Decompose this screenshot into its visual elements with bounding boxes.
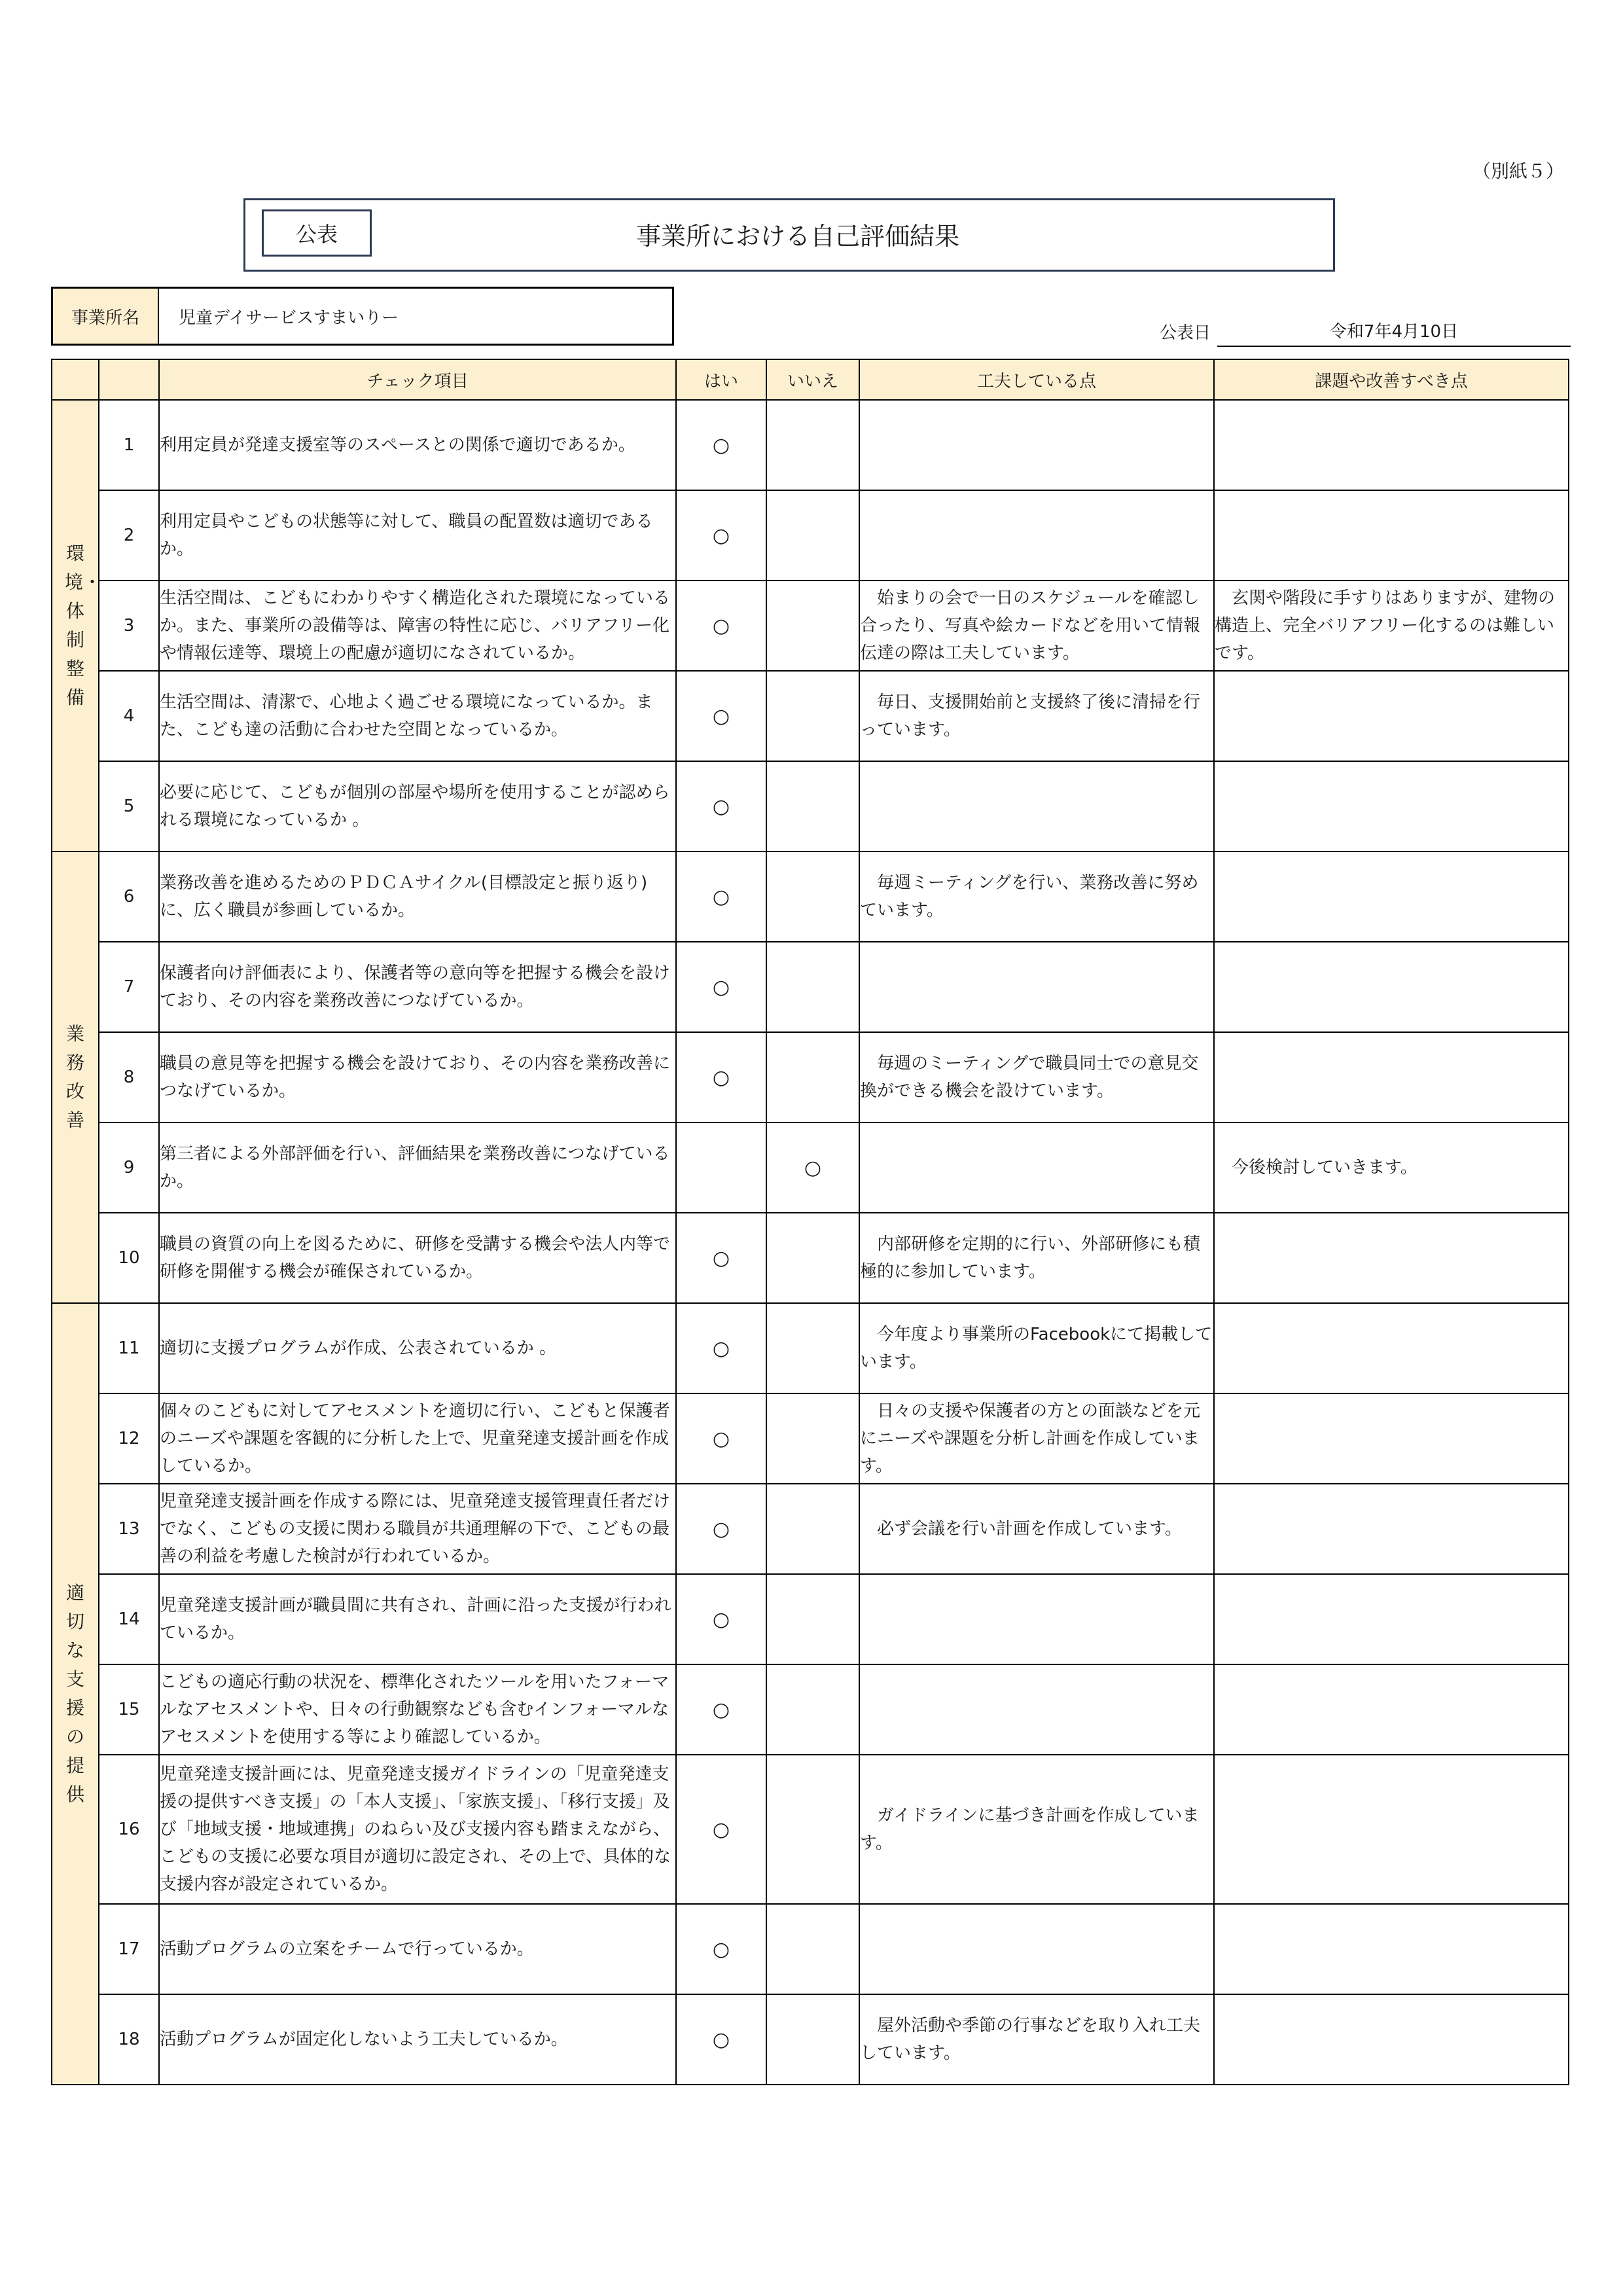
good-point	[859, 400, 1214, 490]
yes-mark: ○	[676, 1574, 766, 1664]
issue-point	[1214, 1574, 1569, 1664]
table-body	[52, 400, 1569, 2085]
yes-mark: ○	[676, 852, 766, 942]
no-mark	[766, 671, 859, 761]
check-item: 生活空間は、清潔で、心地よく過ごせる環境になっているか。また、こども達の活動に合わせた空間となっているか。	[159, 671, 676, 761]
yes-mark: ○	[676, 1213, 766, 1303]
good-point	[859, 942, 1214, 1032]
good-point: 日々の支援や保護者の方との面談などを元にニーズや課題を分析し計画を作成しています。	[859, 1393, 1214, 1484]
check-item: 活動プログラムが固定化しないよう工夫しているか。	[159, 1994, 676, 2085]
good-point	[859, 1122, 1214, 1213]
good-point: 今年度より事業所のFacebookにて掲載しています。	[859, 1303, 1214, 1393]
table-row	[52, 761, 1569, 852]
good-point: 毎週のミーティングで職員同士での意見交換ができる機会を設けています。	[859, 1032, 1214, 1122]
no-mark	[766, 1303, 859, 1393]
item-number: 2	[99, 490, 159, 581]
office-name: 児童デイサービスすまいりー	[179, 308, 399, 328]
no-mark	[766, 581, 859, 671]
check-item: 職員の意見等を把握する機会を設けており、その内容を業務改善につなげているか。	[159, 1032, 676, 1122]
page-title: 事業所における自己評価結果	[636, 222, 960, 251]
check-item: 利用定員が発達支援室等のスペースとの関係で適切であるか。	[159, 400, 676, 490]
table-row	[52, 1574, 1569, 1664]
yes-mark	[676, 1122, 766, 1213]
header-number	[99, 359, 159, 400]
table-row	[52, 1393, 1569, 1484]
category-label: 業務改善	[65, 1023, 84, 1131]
no-mark	[766, 852, 859, 942]
yes-mark: ○	[676, 400, 766, 490]
table-row	[52, 490, 1569, 581]
header-no: いいえ	[766, 359, 859, 400]
check-item: 保護者向け評価表により、保護者等の意向等を把握する機会を設けており、その内容を業務改善につなげているか。	[159, 942, 676, 1032]
yes-mark: ○	[676, 761, 766, 852]
yes-mark: ○	[676, 1664, 766, 1755]
table-row	[52, 1755, 1569, 1904]
table-row	[52, 1664, 1569, 1755]
check-item: 利用定員やこどもの状態等に対して、職員の配置数は適切であるか。	[159, 490, 676, 581]
header-category	[52, 359, 99, 400]
check-item: 業務改善を進めるためのＰＤＣＡサイクル(目標設定と振り返り)に、広く職員が参画しているか。	[159, 852, 676, 942]
no-mark	[766, 942, 859, 1032]
issue-point	[1214, 1032, 1569, 1122]
check-item: 児童発達支援計画を作成する際には、児童発達支援管理責任者だけでなく、こどもの支援に関わる職員が共通理解の下で、こどもの最善の利益を考慮した検討が行われているか。	[159, 1484, 676, 1574]
no-mark	[766, 1664, 859, 1755]
item-number: 3	[99, 581, 159, 671]
issue-point	[1214, 1484, 1569, 1574]
yes-mark: ○	[676, 1484, 766, 1574]
issue-point	[1214, 400, 1569, 490]
good-point	[859, 761, 1214, 852]
issue-point	[1214, 852, 1569, 942]
no-mark	[766, 1393, 859, 1484]
item-number: 8	[99, 1032, 159, 1122]
issue-point	[1214, 490, 1569, 581]
header-yes: はい	[676, 359, 766, 400]
good-point	[859, 1904, 1214, 1994]
yes-mark: ○	[676, 942, 766, 1032]
yes-mark: ○	[676, 581, 766, 671]
table-row	[52, 1303, 1569, 1393]
category-cell	[52, 852, 99, 1303]
publish-date-label: 公表日	[1160, 323, 1211, 343]
table-row	[52, 942, 1569, 1032]
good-point	[859, 1574, 1214, 1664]
issue-point	[1214, 761, 1569, 852]
good-point: 始まりの会で一日のスケジュールを確認し合ったり、写真や絵カードなどを用いて情報伝達の際は工夫しています。	[859, 581, 1214, 671]
issue-point	[1214, 1755, 1569, 1904]
issue-point: 今後検討していきます。	[1214, 1122, 1569, 1213]
yes-mark: ○	[676, 1393, 766, 1484]
table-row	[52, 400, 1569, 490]
item-number: 17	[99, 1904, 159, 1994]
good-point: 屋外活動や季節の行事などを取り入れ工夫しています。	[859, 1994, 1214, 2085]
yes-mark: ○	[676, 671, 766, 761]
table-row	[52, 1213, 1569, 1303]
issue-point	[1214, 1904, 1569, 1994]
table-row	[52, 1484, 1569, 1574]
office-box	[51, 287, 674, 346]
table-row	[52, 581, 1569, 671]
item-number: 7	[99, 942, 159, 1032]
good-point: 内部研修を定期的に行い、外部研修にも積極的に参加しています。	[859, 1213, 1214, 1303]
check-item: こどもの適応行動の状況を、標準化されたツールを用いたフォーマルなアセスメントや、日々の行動観察なども含むインフォーマルなアセスメントを使用する等により確認しているか。	[159, 1664, 676, 1755]
good-point: ガイドラインに基づき計画を作成しています。	[859, 1755, 1214, 1904]
yes-mark: ○	[676, 1904, 766, 1994]
good-point: 必ず会議を行い計画を作成しています。	[859, 1484, 1214, 1574]
category-label: 適切な支援の提供	[65, 1582, 84, 1805]
table-row	[52, 1032, 1569, 1122]
table-row	[52, 1904, 1569, 1994]
item-number: 11	[99, 1303, 159, 1393]
item-number: 13	[99, 1484, 159, 1574]
category-cell	[52, 400, 102, 852]
header-check-item: チェック項目	[159, 359, 676, 400]
check-item: 活動プログラムの立案をチームで行っているか。	[159, 1904, 676, 1994]
good-point	[859, 1664, 1214, 1755]
yes-mark: ○	[676, 1755, 766, 1904]
yes-mark: ○	[676, 1994, 766, 2085]
item-number: 12	[99, 1393, 159, 1484]
issue-point	[1214, 1664, 1569, 1755]
issue-point	[1214, 1213, 1569, 1303]
check-item: 児童発達支援計画には、児童発達支援ガイドラインの「児童発達支援の提供すべき支援」の「本人支援」、「家族支援」、「移行支援」及び「地域支援・地域連携」のねらい及び支援内容も踏まえながら、こどもの支援に必要な項目が適切に設定され、その上で、具体的な支援内容が設定されているか。	[159, 1755, 676, 1904]
check-item: 職員の資質の向上を図るために、研修を受講する機会や法人内等で研修を開催する機会が確保されているか。	[159, 1213, 676, 1303]
issue-point	[1214, 671, 1569, 761]
check-item: 必要に応じて、こどもが個別の部屋や場所を使用することが認められる環境になっているか 。	[159, 761, 676, 852]
item-number: 16	[99, 1755, 159, 1904]
item-number: 14	[99, 1574, 159, 1664]
check-item: 個々のこどもに対してアセスメントを適切に行い、こどもと保護者のニーズや課題を客観的に分析した上で、児童発達支援計画を作成しているか。	[159, 1393, 676, 1484]
no-mark	[766, 490, 859, 581]
no-mark	[766, 761, 859, 852]
no-mark: ○	[766, 1122, 859, 1213]
header-row	[52, 359, 1569, 400]
item-number: 5	[99, 761, 159, 852]
no-mark	[766, 1484, 859, 1574]
table-row	[52, 1122, 1569, 1213]
no-mark	[766, 1574, 859, 1664]
yes-mark: ○	[676, 1032, 766, 1122]
item-number: 1	[99, 400, 159, 490]
issue-point	[1214, 942, 1569, 1032]
category-label: 環境・体制整備	[65, 543, 102, 708]
item-number: 9	[99, 1122, 159, 1213]
table-row	[52, 671, 1569, 761]
issue-point	[1214, 1303, 1569, 1393]
yes-mark: ○	[676, 490, 766, 581]
good-point: 毎週ミーティングを行い、業務改善に努めています。	[859, 852, 1214, 942]
table-row	[52, 852, 1569, 942]
good-point	[859, 490, 1214, 581]
office-label: 事業所名	[53, 289, 159, 344]
attachment-label: （別紙５）	[1472, 160, 1565, 182]
item-number: 18	[99, 1994, 159, 2085]
header-good-points: 工夫している点	[859, 359, 1214, 400]
publish-date: 令和7年4月10日	[1217, 314, 1571, 347]
yes-mark: ○	[676, 1303, 766, 1393]
issue-point	[1214, 1994, 1569, 2085]
no-mark	[766, 1994, 859, 2085]
check-item: 適切に支援プログラムが作成、公表されているか 。	[159, 1303, 676, 1393]
title-badge: 公表	[262, 209, 372, 257]
item-number: 6	[99, 852, 159, 942]
header-issues: 課題や改善すべき点	[1214, 359, 1569, 400]
issue-point: 玄関や階段に手すりはありますが、建物の構造上、完全バリアフリー化するのは難しいです。	[1214, 581, 1569, 671]
check-item: 第三者による外部評価を行い、評価結果を業務改善につなげているか。	[159, 1122, 676, 1213]
no-mark	[766, 1755, 859, 1904]
good-point: 毎日、支援開始前と支援終了後に清掃を行っています。	[859, 671, 1214, 761]
no-mark	[766, 1213, 859, 1303]
no-mark	[766, 400, 859, 490]
no-mark	[766, 1032, 859, 1122]
item-number: 15	[99, 1664, 159, 1755]
check-item: 生活空間は、こどもにわかりやすく構造化された環境になっているか。また、事業所の設備等は、障害の特性に応じ、バリアフリー化や情報伝達等、環境上の配慮が適切になされているか。	[159, 581, 676, 671]
item-number: 10	[99, 1213, 159, 1303]
table-row	[52, 1994, 1569, 2085]
check-item: 児童発達支援計画が職員間に共有され、計画に沿った支援が行われているか。	[159, 1574, 676, 1664]
issue-point	[1214, 1393, 1569, 1484]
evaluation-table	[51, 359, 1569, 2085]
no-mark	[766, 1904, 859, 1994]
category-cell	[52, 1303, 99, 2085]
item-number: 4	[99, 671, 159, 761]
